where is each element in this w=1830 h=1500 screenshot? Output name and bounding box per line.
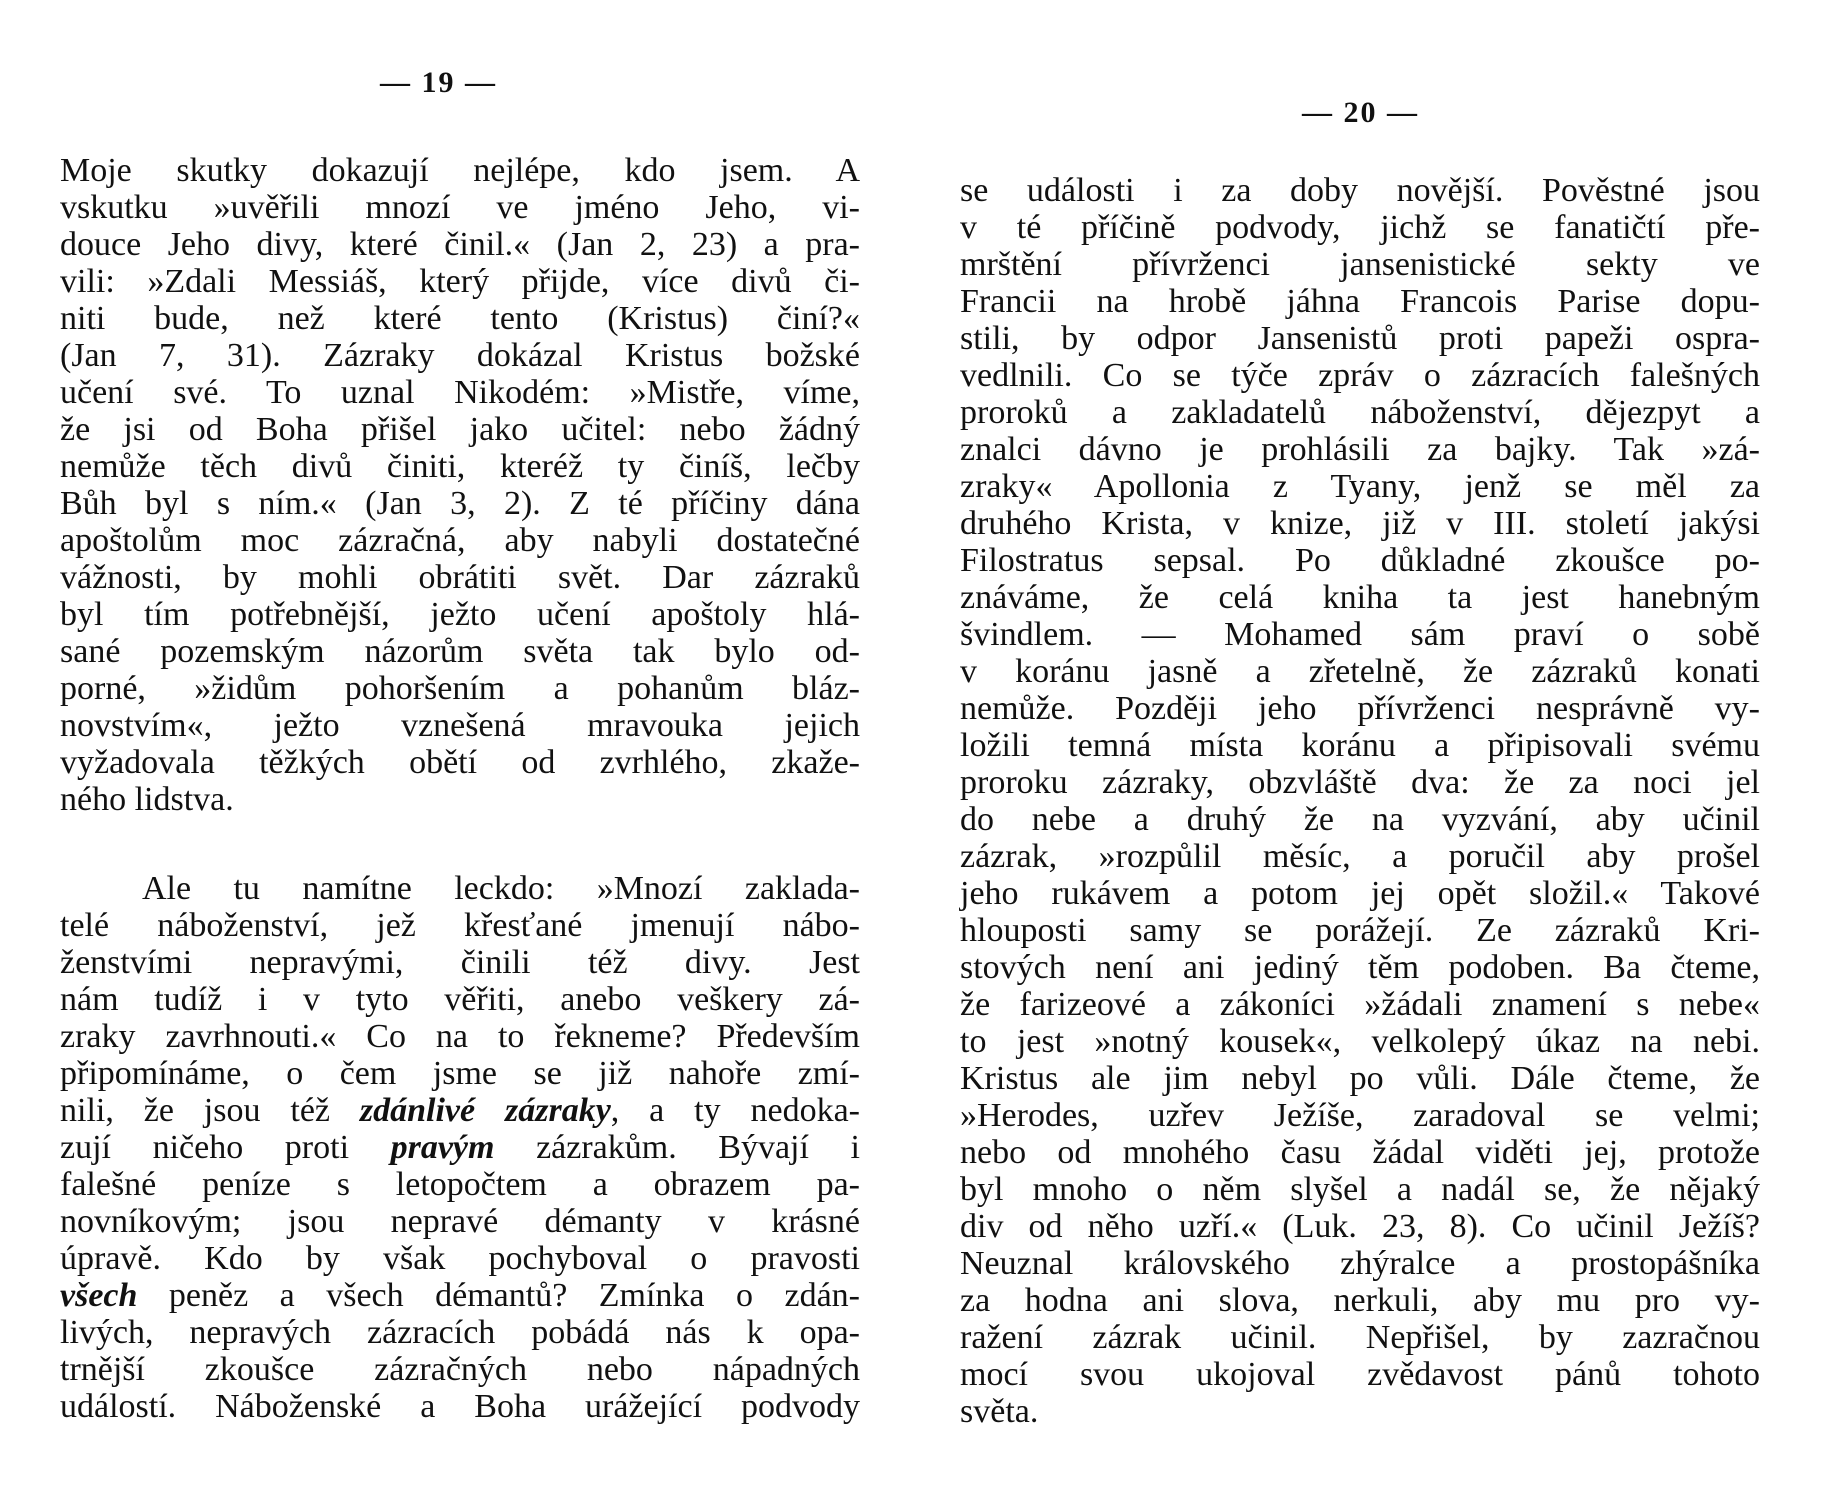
text-line: stili, by odpor Jansenistů proti papeži ospra- (960, 320, 1760, 357)
text-line: zraky zavrhnouti.« Co na to řekneme? Především (60, 1018, 860, 1055)
text-line: falešné peníze s letopočtem a obrazem pa- (60, 1166, 860, 1203)
text-line: zraky« Apollonia z Tyany, jenž se měl za (960, 468, 1760, 505)
text-line: ného lidstva. (60, 781, 234, 818)
text-line: vedlnili. Co se týče zpráv o zázracích falešných (960, 357, 1760, 394)
text-line: douce Jeho divy, které činil.« (Jan 2, 23) a pra- (60, 226, 860, 263)
text-line: livých, nepravých zázracích pobádá nás k opa- (60, 1314, 860, 1351)
text-line: nemůže těch divů činiti, kteréž ty činíš, lečby (60, 448, 860, 485)
text-line: Filostratus sepsal. Po důkladné zkoušce po- (960, 542, 1760, 579)
text-line: trnější zkoušce zázračných nebo nápadných (60, 1351, 860, 1388)
text-line: do nebe a druhý že na vyzvání, aby učinil (960, 801, 1760, 838)
right-page (960, 0, 1760, 1500)
paragraph (60, 870, 860, 1425)
text-line: novstvím«, ježto vznešená mravouka jejich (60, 707, 860, 744)
text-line: znalci dávno je prohlásili za bajky. Tak »zá- (960, 431, 1760, 468)
text-line: jeho rukávem a potom jej opět složil.« Takové (960, 875, 1760, 912)
text-line: v té příčině podvody, jichž se fanatičtí pře- (960, 209, 1760, 246)
text-line: (Jan 7, 31). Zázraky dokázal Kristus božské (60, 337, 860, 374)
text-line: sané pozemským názorům světa tak bylo od- (60, 633, 860, 670)
text-line: byl mnoho o něm slyšel a nadál se, že nějaký (960, 1171, 1760, 1208)
text-line: nám tudíž i v tyto věřiti, anebo veškery zá- (60, 981, 860, 1018)
text-line: vskutku »uvěřili mnozí ve jméno Jeho, vi- (60, 189, 860, 226)
text-line: úpravě. Kdo by však pochyboval o pravosti (60, 1240, 860, 1277)
text-run: , a ty nedoka- (610, 1092, 860, 1129)
text-line: »Herodes, uzřev Ježíše, zaradoval se velmi; (960, 1097, 1760, 1134)
emphasized-text: pravým (390, 1129, 495, 1166)
text-line: vážnosti, by mohli obrátiti svět. Dar zázraků (60, 559, 860, 596)
text-run: zují ničeho proti (60, 1129, 391, 1166)
paragraph (960, 172, 1760, 1430)
text-line: zázrak, »rozpůlil měsíc, a poručil aby prošel (960, 838, 1760, 875)
text-line: proroků a zakladatelů náboženství, dějezpyt a (960, 394, 1760, 431)
emphasized-text: všech (60, 1277, 138, 1314)
text-line: švindlem. — Mohamed sám praví o sobě (960, 616, 1760, 653)
text-line: v koránu jasně a zřetelně, že zázraků konati (960, 653, 1760, 690)
text-line (60, 1092, 860, 1129)
page-number: — 20 — (1302, 96, 1419, 129)
text-line: Moje skutky dokazují nejlépe, kdo jsem. A (60, 152, 860, 189)
text-line: proroku zázraky, obzvláště dva: že za noci jel (960, 764, 1760, 801)
emphasized-text: zdánlivé zázraky (359, 1092, 611, 1129)
text-line: připomínáme, o čem jsme se již nahoře zmí- (60, 1055, 860, 1092)
text-run: zázrakům. Bývají i (494, 1129, 860, 1166)
text-line: vili: »Zdali Messiáš, který přijde, více divů či- (60, 263, 860, 300)
text-line: Kristus ale jim nebyl po vůli. Dále čteme, že (960, 1060, 1760, 1097)
text-line: vyžadovala těžkých obětí od zvrhlého, zkaže- (60, 744, 860, 781)
text-line: Neuznal královského zhýralce a prostopášníka (960, 1245, 1760, 1282)
text-line (60, 1129, 860, 1166)
left-page (60, 0, 860, 1500)
text-line: že farizeové a zákoníci »žádali znamení s nebe« (960, 986, 1760, 1023)
text-line: apoštolům moc zázračná, aby nabyli dostatečné (60, 522, 860, 559)
paragraph (60, 152, 860, 818)
text-line: znáváme, že celá kniha ta jest hanebným (960, 579, 1760, 616)
text-line: se události i za doby novější. Pověstné jsou (960, 172, 1760, 209)
text-line: Francii na hrobě jáhna Francois Parise dopu- (960, 283, 1760, 320)
text-line: novníkovým; jsou nepravé démanty v krásné (60, 1203, 860, 1240)
text-line (60, 1277, 860, 1314)
text-run: peněz a všech démantů? Zmínka o zdán- (137, 1277, 860, 1314)
text-line: druhého Krista, v knize, již v III. století jakýsi (960, 505, 1760, 542)
text-line: telé náboženství, jež křesťané jmenují nábo- (60, 907, 860, 944)
text-line: Bůh byl s ním.« (Jan 3, 2). Z té příčiny dána (60, 485, 860, 522)
text-run: nili, že jsou též (60, 1092, 360, 1129)
text-line: mocí svou ukojoval zvědavost pánů tohoto (960, 1356, 1760, 1393)
text-line: Ale tu namítne leckdo: »Mnozí zaklada- (142, 870, 860, 907)
text-line: to jest »notný kousek«, velkolepý úkaz na nebi. (960, 1023, 1760, 1060)
text-line: za hodna ani slova, nerkuli, aby mu pro vy- (960, 1282, 1760, 1319)
text-line: stových není ani jediný těm podoben. Ba čteme, (960, 949, 1760, 986)
text-line: ložili temná místa koránu a připisovali svému (960, 727, 1760, 764)
text-line: ženstvími nepravými, činili též divy. Jest (60, 944, 860, 981)
text-line: mrštění přívrženci jansenistické sekty ve (960, 246, 1760, 283)
text-line: div od něho uzří.« (Luk. 23, 8). Co učinil Ježíš? (960, 1208, 1760, 1245)
text-line: událostí. Náboženské a Boha urážející podvody (60, 1388, 860, 1425)
text-line: učení své. To uznal Nikodém: »Mistře, víme, (60, 374, 860, 411)
text-line: nebo od mnohého času žádal viděti jej, protože (960, 1134, 1760, 1171)
text-line: porné, »židům pohoršením a pohanům bláz- (60, 670, 860, 707)
text-line: že jsi od Boha přišel jako učitel: nebo žádný (60, 411, 860, 448)
text-line: světa. (960, 1393, 1039, 1430)
page-number: — 19 — (380, 66, 497, 99)
text-line: niti bude, než které tento (Kristus) činí?« (60, 300, 860, 337)
text-line: ražení zázrak učinil. Nepřišel, by zazračnou (960, 1319, 1760, 1356)
text-line: nemůže. Později jeho přívrženci nesprávně vy- (960, 690, 1760, 727)
text-line: hlouposti samy se porážejí. Ze zázraků Kri- (960, 912, 1760, 949)
text-line: byl tím potřebnější, ježto učení apoštoly hlá- (60, 596, 860, 633)
